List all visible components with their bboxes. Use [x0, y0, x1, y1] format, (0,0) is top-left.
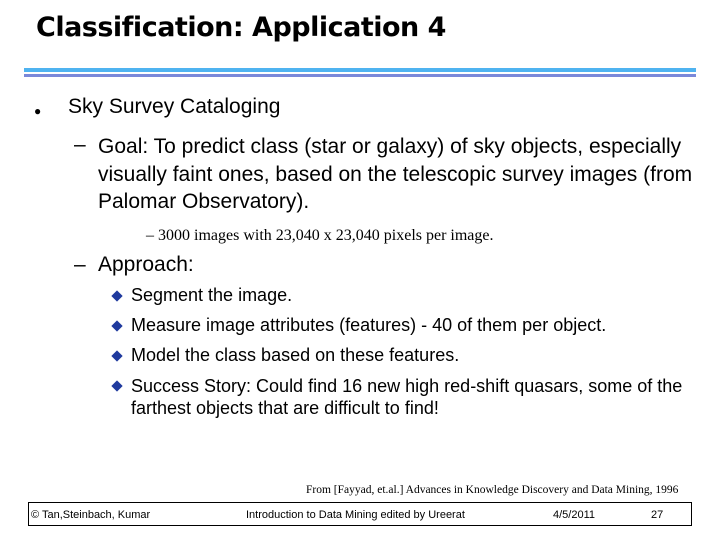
image-detail: – 3000 images with 23,040 x 23,040 pixels per image. [146, 227, 494, 244]
step-item: Success Story: Could find 16 new high red-shift quasars, some of the farthest objects that are difficult to find! [131, 376, 683, 418]
diamond-bullet-icon [111, 380, 122, 391]
step-item: Measure image attributes (features) - 40 of them per object. [131, 315, 607, 335]
reference-citation: From [Fayyad, et.al.] Advances in Knowledge Discovery and Data Mining, 1996 [306, 484, 679, 496]
bullet-dot-icon: ● [34, 104, 42, 118]
approach-dash: – [74, 253, 86, 276]
approach-heading: Approach: [98, 253, 194, 276]
diamond-bullet-icon [111, 350, 122, 361]
step-item: Model the class based on these features. [131, 345, 460, 365]
footer-date: 4/5/2011 [553, 509, 596, 521]
goal-dash: – [74, 133, 86, 156]
diamond-bullet-icon [111, 320, 122, 331]
footer-page-number: 27 [651, 509, 664, 521]
title-rule-bottom [24, 74, 696, 77]
title-rule-top [24, 68, 696, 72]
goal-text: Goal: To predict class (star or galaxy) of sky objects, especially visually faint ones, based on the telescopic survey images (from Palomar Observatory). [98, 135, 693, 213]
step-item: Segment the image. [131, 285, 293, 305]
footer-book: Introduction to Data Mining edited by Ureerat [246, 509, 465, 521]
footer-copyright: © Tan,Steinbach, Kumar [31, 509, 151, 521]
diamond-bullet-icon [111, 290, 122, 301]
slide-title: Classification: Application 4 [36, 12, 446, 43]
bullet-sky-survey: Sky Survey Cataloging [68, 95, 281, 118]
